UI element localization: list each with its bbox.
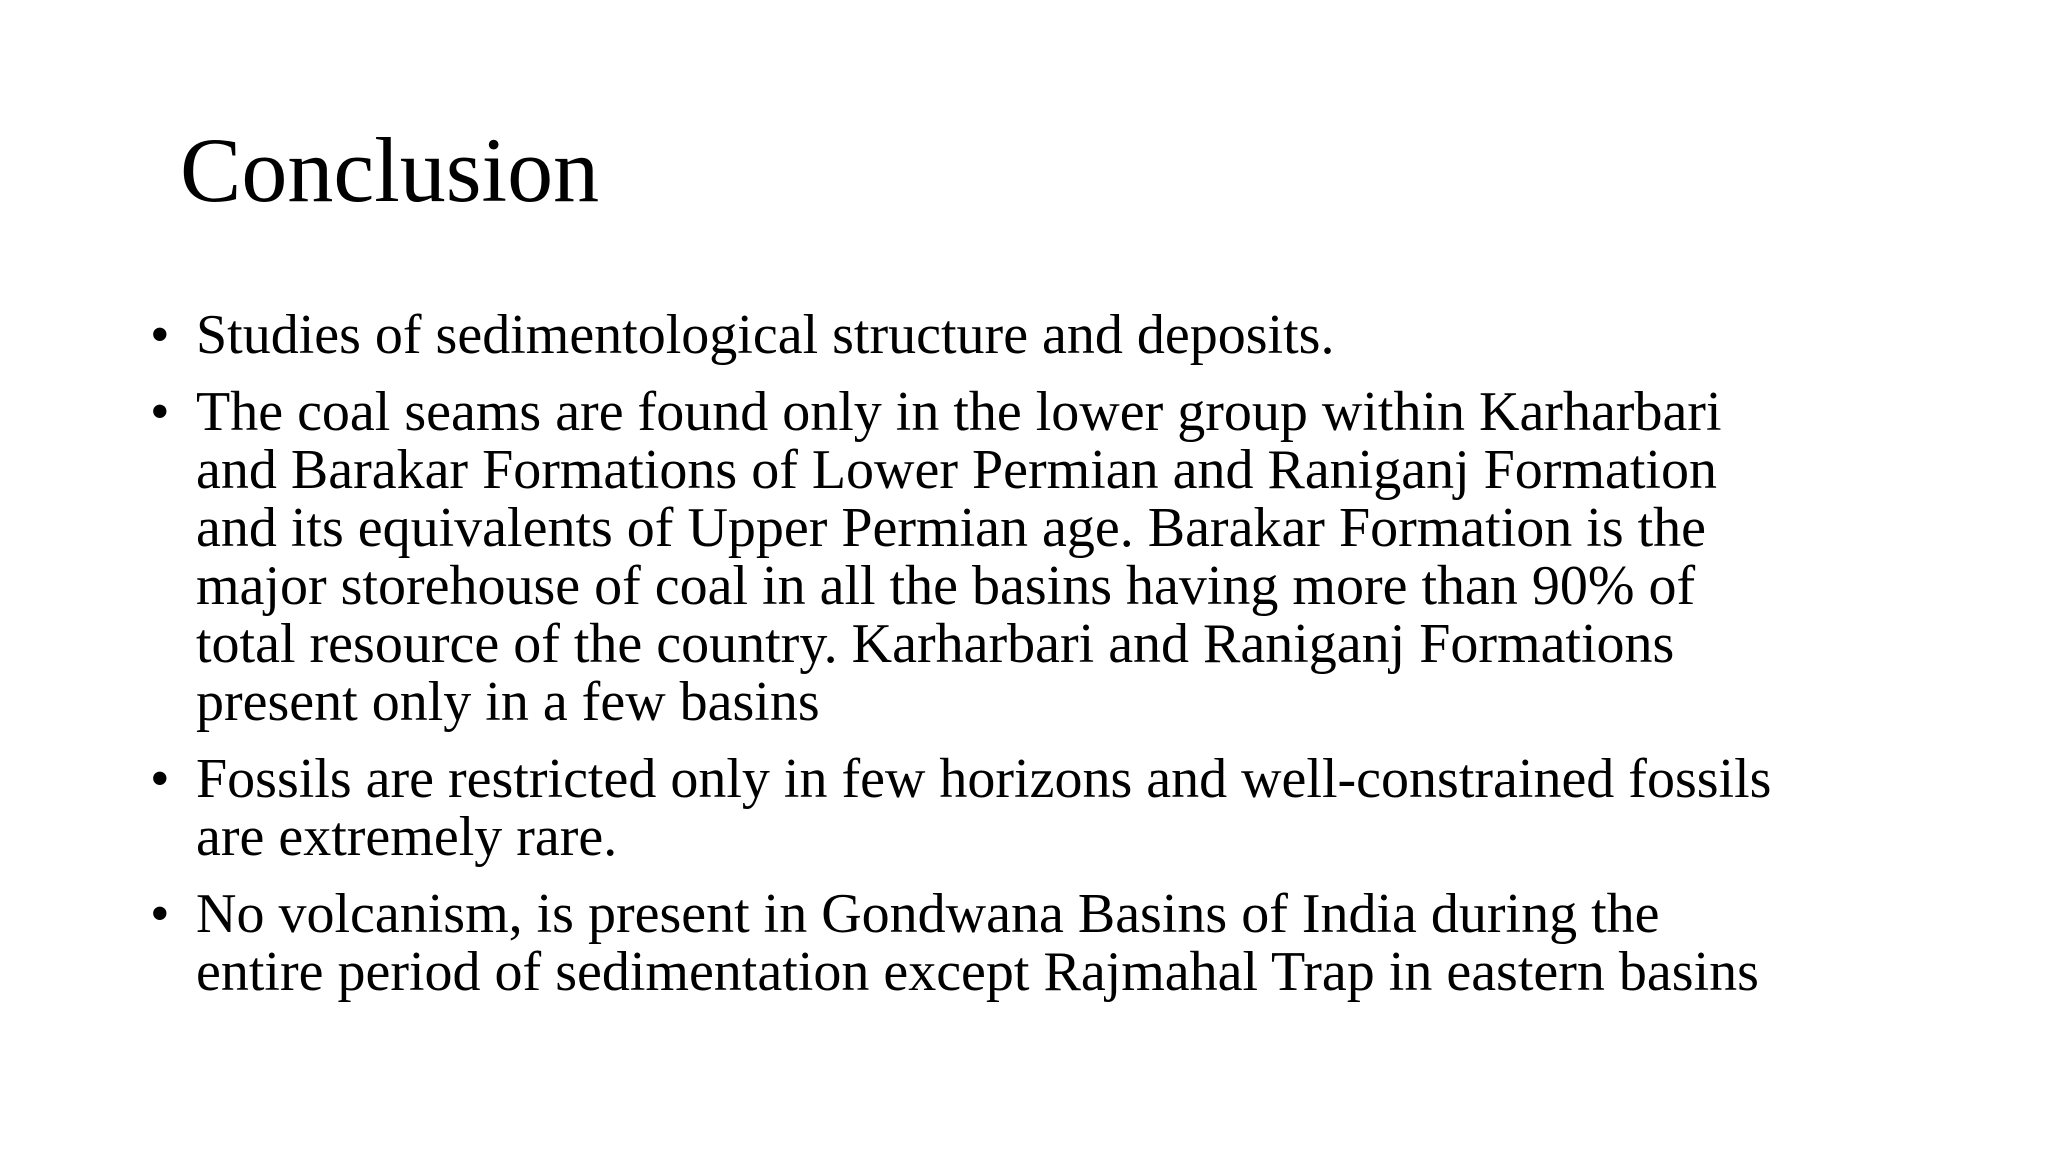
bullet-item-volcanism — [150, 885, 1910, 1001]
bullet-item-fossils — [150, 750, 1910, 866]
bullet-marker: • — [150, 883, 170, 945]
bullet-text: Fossils are restricted only in few horizons and well-constrained fossils are extremely rare. — [196, 748, 1772, 868]
bullet-item-studies — [150, 306, 1910, 364]
bullet-list — [150, 306, 1910, 1020]
bullet-marker: • — [150, 304, 170, 366]
bullet-text: Studies of sedimentological structure and deposits. — [196, 304, 1335, 366]
slide-title: Conclusion — [180, 119, 600, 221]
bullet-item-coal-seams — [150, 383, 1910, 731]
bullet-marker: • — [150, 381, 170, 443]
bullet-text: No volcanism, is present in Gondwana Basins of India during the entire period of sedimentation except Rajmahal Trap in eastern basins — [196, 883, 1759, 1003]
bullet-marker: • — [150, 748, 170, 810]
bullet-text: The coal seams are found only in the lower group within Karharbari and Barakar Formations of Lower Permian and Raniganj Formation and its equivalents of Upper Permian age. Barakar Formation is the major storehouse of coal in all the basins having more than 90% of total resource of the country. Karharbari and Raniganj Formations present only in a few basins — [196, 381, 1722, 733]
